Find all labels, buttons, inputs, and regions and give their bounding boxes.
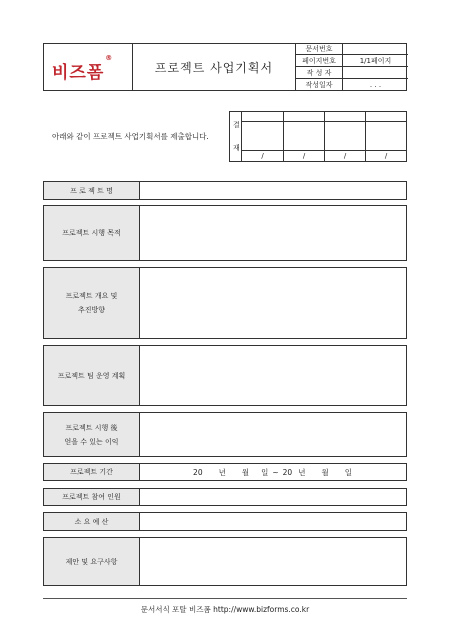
- footer-divider: [43, 598, 407, 599]
- project-name-field[interactable]: [139, 182, 406, 199]
- meta-value[interactable]: [343, 43, 408, 54]
- period-year-unit-2: 년: [298, 467, 306, 477]
- row-label: 제안 및 요구사항: [44, 538, 140, 585]
- footer-text: 문서서식 포탈 비즈폼 http://www.bizforms.co.kr: [140, 605, 310, 614]
- approval-slot[interactable]: [325, 112, 366, 161]
- period-day-unit-1: 일: [261, 467, 269, 477]
- row-project-name: [43, 181, 407, 200]
- meta-value[interactable]: [343, 67, 408, 78]
- logo-text: 비즈폼: [52, 63, 105, 83]
- row-label: 프 로 젝 트 명: [44, 182, 140, 199]
- meta-label: 작 성 자: [296, 67, 343, 78]
- project-purpose-field[interactable]: [139, 206, 406, 260]
- proposals-field[interactable]: [139, 538, 406, 585]
- meta-row-doc-number: [296, 43, 408, 55]
- submission-statement: 아래와 같이 프로젝트 사업기획서를 제출합니다.: [52, 132, 209, 141]
- participants-field[interactable]: [139, 489, 406, 505]
- approval-slot[interactable]: [242, 112, 284, 161]
- meta-label: 문서번호: [296, 43, 343, 54]
- approval-date: /: [325, 150, 365, 161]
- meta-label: 작성일자: [296, 79, 343, 91]
- project-overview-field[interactable]: [139, 268, 406, 338]
- approval-label: [230, 112, 242, 161]
- row-label: 프로젝트 시행 목적: [44, 206, 140, 260]
- meta-row-page-number: [296, 55, 408, 67]
- approval-slot[interactable]: [366, 112, 406, 161]
- document-title: 프로젝트 사업기획서: [154, 60, 274, 75]
- row-project-overview: [43, 267, 407, 339]
- bizforms-logo: [52, 54, 114, 83]
- meta-value[interactable]: . . .: [369, 81, 382, 89]
- approval-slot[interactable]: [284, 112, 325, 161]
- budget-field[interactable]: [139, 513, 406, 530]
- row-budget: [43, 512, 407, 531]
- row-project-period: [43, 463, 407, 481]
- row-team-plan: [43, 345, 407, 406]
- row-participants: [43, 488, 407, 506]
- row-label: 소 요 예 산: [44, 513, 140, 530]
- period-tilde: ~: [272, 467, 279, 477]
- row-label: 프로젝트 참여 인원: [44, 489, 140, 505]
- period-month-unit-2: 월: [321, 467, 329, 477]
- period-year-1: 20: [193, 467, 203, 477]
- approval-label-bottom: 재: [233, 144, 240, 152]
- row-label: 프로젝트 기간: [44, 464, 140, 480]
- project-period-field[interactable]: [139, 464, 406, 480]
- period-year-unit-1: 년: [218, 467, 226, 477]
- period-month-unit-1: 월: [241, 467, 250, 477]
- expected-benefit-field[interactable]: [139, 413, 406, 456]
- period-year-2: 20: [282, 467, 293, 477]
- row-project-purpose: [43, 205, 407, 261]
- row-label: 프로젝트 시행 後 얻을 수 있는 이익: [44, 413, 140, 456]
- approval-label-top: 결: [233, 121, 240, 129]
- row-label: 프로젝트 팀 운영 계획: [44, 346, 140, 405]
- approval-date: /: [242, 150, 283, 161]
- row-label: 프로젝트 개요 및 추진방향: [44, 268, 140, 338]
- registered-mark: ®: [105, 54, 114, 62]
- meta-value[interactable]: 1/1페이지: [359, 56, 392, 65]
- meta-label: 페이지번호: [296, 55, 343, 66]
- row-proposals: [43, 537, 407, 586]
- approval-date: /: [284, 150, 324, 161]
- approval-date: /: [366, 150, 406, 161]
- team-plan-field[interactable]: [139, 346, 406, 405]
- row-expected-benefit: [43, 412, 407, 457]
- period-day-unit-2: 일: [344, 467, 352, 477]
- meta-row-author: [296, 67, 408, 79]
- meta-row-date: [296, 79, 408, 91]
- approval-table: [229, 111, 407, 162]
- document-meta-table: [295, 43, 407, 91]
